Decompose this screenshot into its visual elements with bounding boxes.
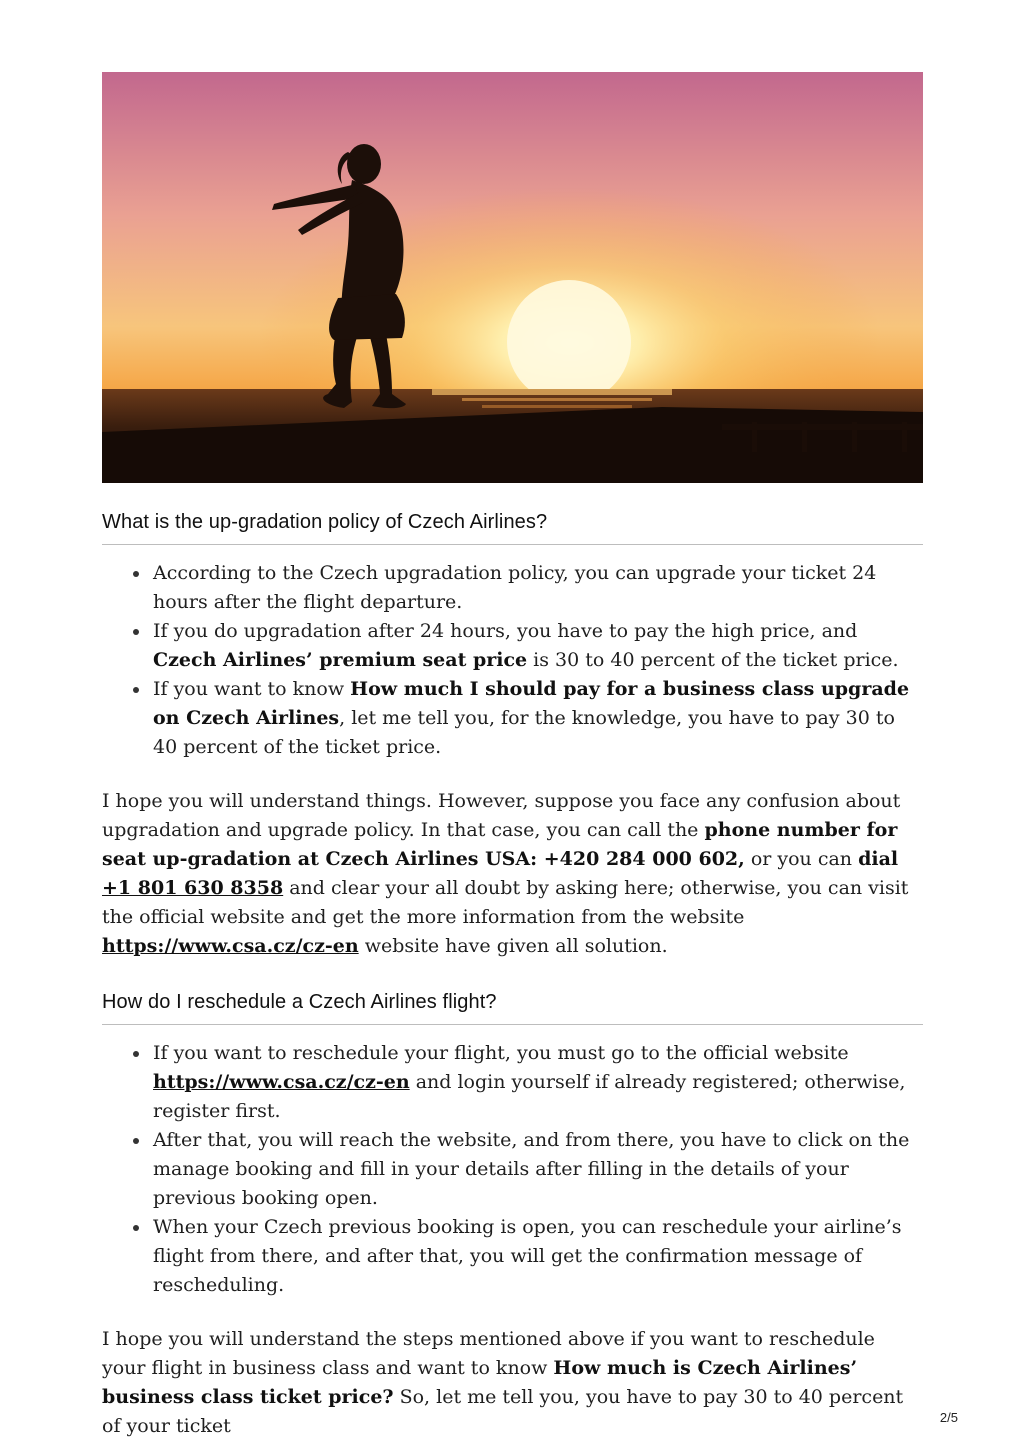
silhouette-woman-sunset-image <box>102 72 923 483</box>
list-item: When your Czech previous booking is open, you can reschedule your airline’s flight from there, and after that, you will get the confirmation message of rescheduling. <box>153 1213 923 1300</box>
bold-text: phone number for seat up-gradation at Czech Airlines USA: +420 284 000 602, <box>102 819 898 870</box>
phone-link[interactable]: +1 801 630 8358 <box>102 877 284 899</box>
website-link[interactable]: https://www.csa.cz/cz-en <box>102 935 359 957</box>
page-number: 2/5 <box>939 1410 958 1425</box>
bold-text: Czech Airlines’ premium seat price <box>153 649 528 671</box>
bold-text: How much I should pay for a business class upgrade on Czech Airlines <box>153 678 910 729</box>
section1-bullet-list <box>102 559 923 762</box>
section2-heading: How do I reschedule a Czech Airlines flight? <box>102 991 923 1025</box>
hero-image <box>102 72 923 483</box>
paragraph-closing: I hope you will understand the steps mentioned above if you want to reschedule your flight in business class and want to know How much is Czech Airlines’ business class ticket price? So, let me tell you, you have to pay 30 to 40 percent of your ticket <box>102 1328 904 1437</box>
list-item: After that, you will reach the website, and from there, you have to click on the manage booking and fill in your details after filling in the details of your previous booking open. <box>153 1126 923 1213</box>
section1-heading: What is the up-gradation policy of Czech Airlines? <box>102 511 923 545</box>
list-item: According to the Czech upgradation policy, you can upgrade your ticket 24 hours after the flight departure. <box>153 559 923 617</box>
website-link[interactable]: https://www.csa.cz/cz-en <box>153 1071 410 1093</box>
section2-bullet-list <box>102 1039 923 1300</box>
list-item: If you want to know How much I should pay for a business class upgrade on Czech Airlines, let me tell you, for the knowledge, you have to pay 30 to 40 percent of the ticket price. <box>153 675 923 762</box>
list-item: If you want to reschedule your flight, you must go to the official website https://www.csa.cz/cz-en and login yourself if already registered; otherwise, register first. <box>153 1039 923 1126</box>
document-page <box>102 72 923 1441</box>
paragraph-contact: I hope you will understand things. However, suppose you face any confusion about upgradation and upgrade policy. In that case, you can call the phone number for seat up-gradation at Czech Airlines USA: +420 284 000 602, or you can dial +1 801 630 8358 and clear your all doubt by asking here; otherwise, you can visit the official website and get the more information from the website https://www.csa.cz/cz-en website have given all solution. <box>102 790 909 957</box>
bold-text: How much is Czech Airlines’ business class ticket price? <box>102 1357 858 1408</box>
list-item: If you do upgradation after 24 hours, you have to pay the high price, and Czech Airlines’ premium seat price is 30 to 40 percent of the ticket price. <box>153 617 923 675</box>
bold-text: dial <box>858 848 899 870</box>
